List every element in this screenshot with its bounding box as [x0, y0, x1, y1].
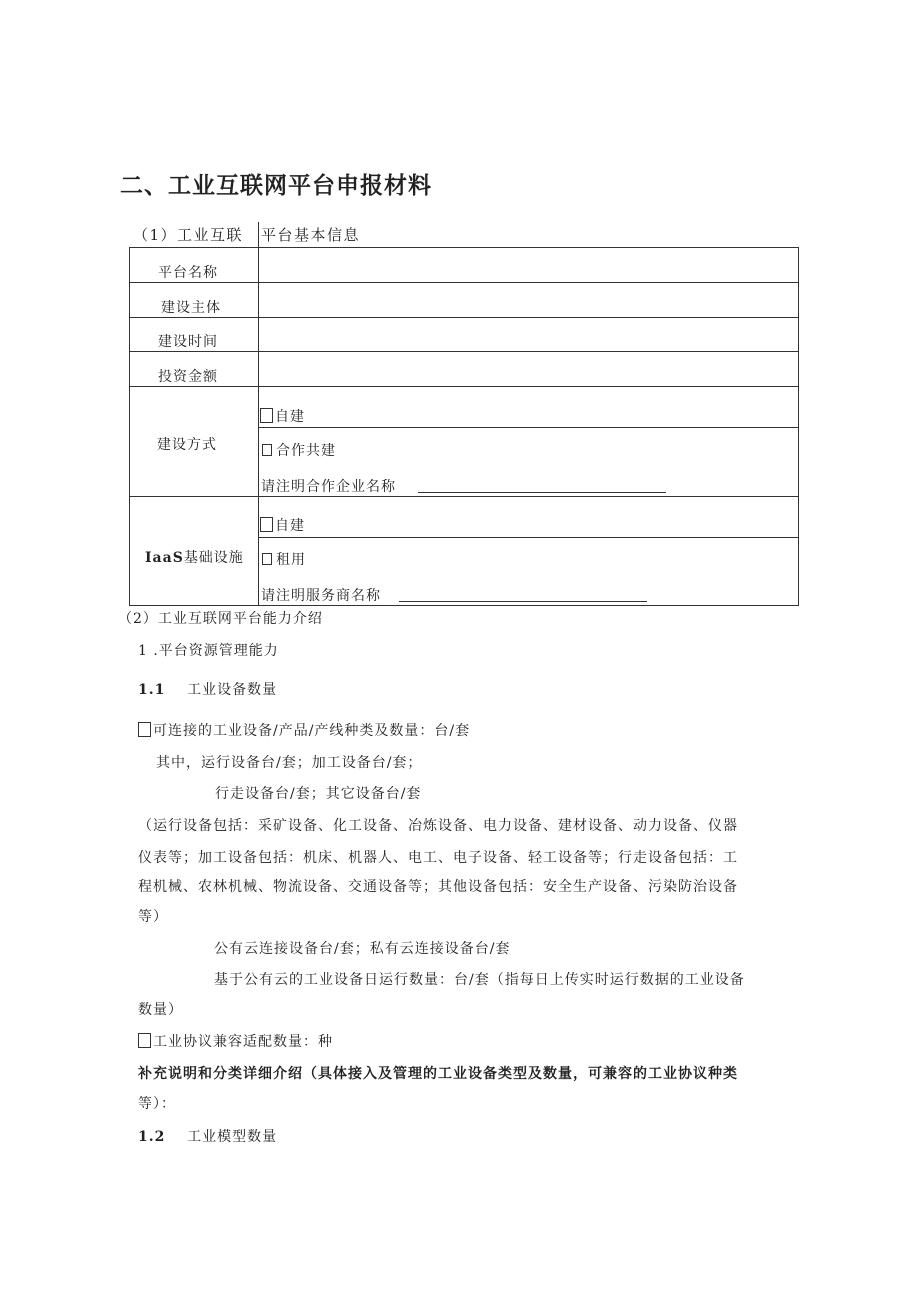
supplement-line-2: 等）： — [138, 1096, 176, 1112]
build-mode-coop-checkbox[interactable]: 合作共建 — [262, 440, 336, 460]
label-platform-name: 平台名称 — [158, 265, 218, 281]
page-title: 二、工业互联网平台申报材料 — [120, 173, 432, 199]
label-build-mode: 建设方式 — [157, 437, 217, 453]
label-iaas: IaaS基础设施 — [145, 550, 244, 566]
builder-field[interactable] — [260, 284, 796, 315]
checkbox-icon — [260, 408, 273, 423]
build-time-field[interactable] — [260, 319, 796, 349]
checkbox-icon — [260, 517, 273, 532]
section1-heading-right: 平台基本信息 — [261, 226, 361, 244]
platform-name-field[interactable] — [260, 249, 796, 280]
protocol-count-checkbox[interactable]: 工业协议兼容适配数量：种 — [138, 1031, 333, 1051]
coop-company-note: 请注明合作企业名称 — [261, 479, 396, 495]
checkbox-icon — [262, 444, 272, 456]
device-breakdown-1: 其中，运行设备台/套；加工设备台/套； — [156, 755, 423, 771]
coop-company-input[interactable] — [418, 492, 666, 493]
device-breakdown-2: 行走设备台/套；其它设备台/套 — [215, 786, 422, 802]
checkbox-icon — [262, 553, 272, 565]
device-count-checkbox[interactable]: 可连接的工业设备/产品/产线种类及数量：台/套 — [138, 720, 470, 740]
provider-note: 请注明服务商名称 — [261, 588, 381, 604]
daily-running-line-2: 数量） — [138, 1002, 183, 1018]
label-investment: 投资金额 — [158, 369, 218, 385]
device-note-line-1: （运行设备包括：采矿设备、化工设备、冶炼设备、电力设备、建材设备、动力设备、仪器 — [138, 818, 738, 834]
sub-heading-1-2: 1.2 工业模型数量 — [138, 1129, 278, 1145]
cloud-connection: 公有云连接设备台/套；私有云连接设备台/套 — [214, 941, 511, 957]
section2-heading: （2）工业互联网平台能力介绍 — [118, 611, 323, 627]
sub-heading-1-1: 1.1 工业设备数量 — [138, 682, 278, 698]
device-note-line-3: 程机械、农林机械、物流设备、交通设备等；其他设备包括：安全生产设备、污染防治设备 — [138, 879, 738, 895]
checkbox-icon — [138, 1033, 151, 1048]
sub-heading-1: 1 .平台资源管理能力 — [138, 643, 279, 659]
device-note-line-4: 等） — [138, 909, 168, 925]
iaas-rent-checkbox[interactable]: 租用 — [262, 549, 306, 569]
build-mode-self-checkbox[interactable]: 自建 — [260, 406, 305, 426]
iaas-self-checkbox[interactable]: 自建 — [260, 515, 305, 535]
investment-field[interactable] — [260, 353, 796, 384]
device-note-line-2: 仪表等；加工设备包括：机床、机器人、电工、电子设备、轻工设备等；行走设备包括：工 — [138, 850, 738, 866]
checkbox-icon — [138, 722, 151, 737]
label-build-time: 建设时间 — [158, 334, 218, 350]
supplement-line-1: 补充说明和分类详细介绍（具体接入及管理的工业设备类型及数量，可兼容的工业协议种类 — [138, 1066, 738, 1082]
label-builder: 建设主体 — [161, 300, 221, 316]
daily-running-line-1: 基于公有云的工业设备日运行数量：台/套（指每日上传实时运行数据的工业设备 — [214, 972, 745, 988]
section1-heading-left: （1）工业互联 — [133, 226, 244, 244]
provider-input[interactable] — [399, 601, 647, 602]
